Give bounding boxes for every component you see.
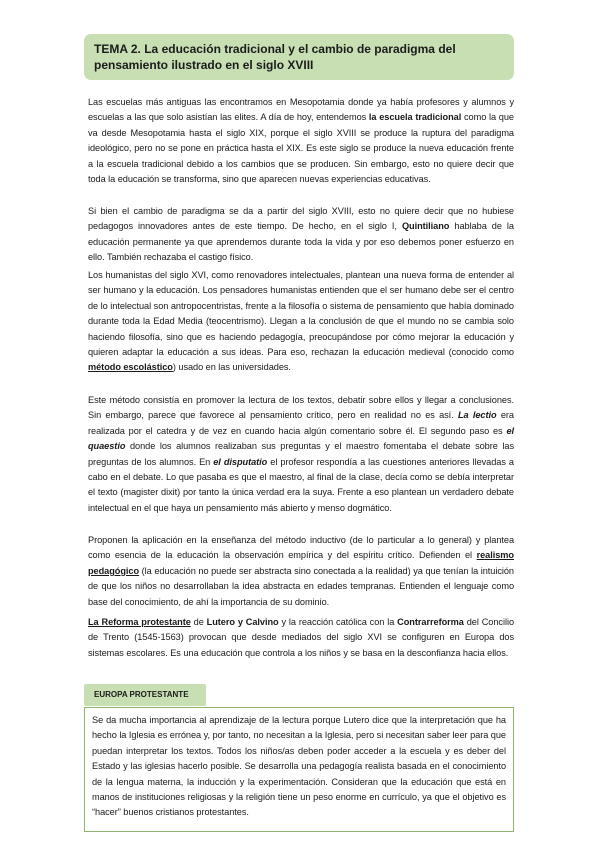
topic-title-box xyxy=(84,34,514,80)
paragraph-2 xyxy=(88,204,514,266)
p4-text-c: era realizada por el catedra y de vez en cuando hacia algún comentario sobre él. El segundo paso es xyxy=(88,410,514,436)
p4-term-lectio: La lectio xyxy=(457,410,497,421)
p6-text-f: del Concilio de Trento (1545-1563) provocan que desde mediados del siglo XVI se configuren en Europa dos sistemas escolares. Es una educación que controla a los niños y se basa en la desconfianza hacia ellos. xyxy=(88,617,515,658)
paragraph-1 xyxy=(88,95,514,187)
topic-title: TEMA 2. La educación tradicional y el cambio de paradigma del pensamiento ilustrado en el siglo XVIII xyxy=(94,42,456,72)
p3-underlined-metodo-escolastico: método escolástico xyxy=(88,362,173,373)
p4-term-quaestio: el quaestio xyxy=(88,425,514,452)
p2-bold-quintiliano: Quintiliano xyxy=(401,221,450,232)
p3-text-a: Los humanistas del siglo XVI, como renovadores intelectuales, plantean una nueva forma de entender al ser humano y la educación. Los pensadores humanistas entienden que el ser humano debe ser el centro de lo intelectual son antropocentristas, frente a la filosofía o sistema de pensamiento que había dominado durante toda la Edad Media (teocentrismo). Llegan a la conclusión de que el mundo no se cambia solo haciendo filosofía, sino que es haciendo pedagogía, preocupándose por cómo mejorar la educación y quieren adaptar la educación a sus ideas. Para eso, rechazan la educación medieval (conocido como xyxy=(88,270,514,358)
p6-bold-contrarreforma: Contrarreforma xyxy=(397,617,464,627)
section-label-text: EUROPA PROTESTANTE xyxy=(94,690,189,699)
section-label-europa-protestante xyxy=(84,684,206,706)
p2-text-a: Si bien el cambio de paradigma se da a partir del siglo XVIII, esto no quiere decir que no hubiese pedagogos innovadores antes de este tiempo. De hecho, en el siglo I, xyxy=(88,206,514,232)
p4-text-g: el profesor respondía a las cuestiones anteriores llevadas a cabo en el debate. Lo que pasaba es que el maestro, al final de la clase, decía como se debía interpretar el texto (magister dixit) por tanto la única verdad era la suya. Frente a eso plantean un verdadero debate intelectual en el que haya un pensamiento más abierto y menso dogmático. xyxy=(88,456,514,513)
p4-text-a: Este método consistía en promover la lectura de los textos, debatir sobre ellos y llegar a conclusiones. Sin embargo, parece que favorece al pensamiento crítico, pero en realidad no es así. xyxy=(88,395,514,421)
p2-text-c: hablaba de la educación permanente ya que aprendemos durante toda la vida y por eso debemos poner esfuerzo en ello. También rechazaba el castigo físico. xyxy=(88,221,514,263)
p6-text-d: y la reacción católica con la xyxy=(278,617,398,627)
paragraph-5 xyxy=(88,533,514,610)
p4-text-e: donde los alumnos realizaban sus preguntas y el maestro fomentaba el debate sobre las preguntas de los alumnos. En xyxy=(88,441,514,467)
p5-text-c: (la educación no puede ser abstracta sino conectada a la realidad) ya que tenían la intuición de que los niños no desarrollaban la idea abstracta en edades tempranas. Entienden el lenguaje como base del conocimiento, de ahí la importancia de su dominio. xyxy=(88,565,514,607)
paragraph-3 xyxy=(88,268,514,376)
p3-text-c: ) usado en las universidades. xyxy=(172,362,291,373)
p6-bold-lutero-calvino: Lutero y Calvino xyxy=(206,617,279,627)
p1-text-c: como la que va desde Mesopotamia hasta el siglo XIX, porque el siglo XVIII se produce la ruptura del paradigma ideológico, pero no se pone en práctica hasta el XIX. Es este siglo se produce la nueva educación frente a la escuela tradicional debido a los cambios que se producen. Sin embargo, esto no quiere decir que toda la educación se transforma, sino que aparecen nuevas experiencias educativas. xyxy=(88,112,514,185)
p1-bold-escuela-tradicional: la escuela tradicional xyxy=(368,112,462,123)
europa-protestante-box xyxy=(84,707,514,832)
europa-protestante-text: Se da mucha importancia al aprendizaje de la lectura porque Lutero dice que la interpretación que ha hecho la Iglesia es errónea y, por tanto, no necesitan a la Iglesia, pero si necesitan saber leer para que puedan interpretar los textos. Todos los niños/as deben poder acceder a la escuela y es deber del Estado y las iglesias hacerlo posible. Se desarrolla una pedagogía realista basada en el conocimiento de la lengua materna, la inducción y la experimentación. Consideran que la educación que está en manos de instituciones religiosas y la religión tiene un peso enorme en currículo, ya que el objetivo es “hacer” buenos cristianos protestantes. xyxy=(92,715,506,818)
p6-text-b: de xyxy=(190,617,207,627)
p5-text-a: Proponen la aplicación en la enseñanza del método inductivo (de lo particular a lo general) y plantea como esencia de la educación la observación empírica y del espíritu crítico. Defienden el xyxy=(88,535,514,561)
paragraph-4 xyxy=(88,393,514,516)
paragraph-6 xyxy=(88,615,514,661)
p1-text-a: Las escuelas más antiguas las encontramos en Mesopotamia donde ya había profesores y alumnos y escuelas a las que solo asistían las elites. A día de hoy, entendemos xyxy=(88,97,514,123)
p6-underlined-reforma-protestante: La Reforma protestante xyxy=(88,617,191,627)
p4-term-disputatio: el disputatio xyxy=(213,456,268,467)
p5-underlined-realismo-pedagogico: realismo pedagógico xyxy=(88,550,514,576)
